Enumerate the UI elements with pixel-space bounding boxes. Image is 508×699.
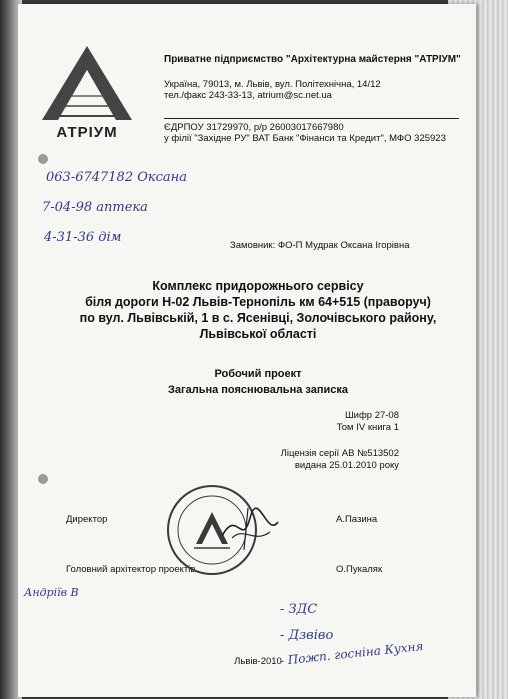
license-date: видана 25.01.2010 року <box>294 460 399 471</box>
document-page <box>18 4 476 697</box>
code-line: Шифр 27-08 <box>344 410 399 421</box>
company-stamp <box>152 478 282 582</box>
handwritten-note: 4-31-36 дім <box>44 230 122 245</box>
firm-address: Україна, 79013, м. Львів, вул. Політехнічна, 14/12 <box>164 79 381 90</box>
chief-architect-label: Головний архітектор проектів <box>66 564 196 575</box>
chief-architect-name: О.Пукаляк <box>336 564 383 575</box>
handwritten-note: 063-6747182 Оксана <box>46 170 188 185</box>
document-subtitle <box>58 366 458 398</box>
firm-phone: тел./факс 243-33-13, atrium@sc.net.ua <box>164 90 332 101</box>
subtitle-line: Загальна пояснювальна записка <box>168 384 348 396</box>
stamp-seal <box>152 478 282 582</box>
license-number: Ліцензія серії АВ №513502 <box>280 448 399 459</box>
project-title-line: Львівської області <box>199 327 317 341</box>
header-rule <box>164 118 459 119</box>
project-code <box>337 410 399 434</box>
logo-wordmark: АТРІУМ <box>56 124 118 141</box>
handwritten-note: 7-04-98 аптека <box>42 200 148 215</box>
firm-registration <box>164 122 446 144</box>
project-title-line: Комплекс придорожнього сервісу <box>152 279 364 293</box>
firm-header <box>164 54 461 101</box>
firm-bank: у філії "Західне РУ" ВАТ Банк "Фінанси та Кредит", МФО 325923 <box>164 133 446 144</box>
city-year: Львів-2010 <box>234 656 282 667</box>
customer-line: Замовник: ФО-П Мудрак Оксана Ігорівна <box>230 240 410 251</box>
subtitle-line: Робочий проект <box>214 368 302 380</box>
project-title-line: біля дороги Н-02 Львів-Тернопіль км 64+515 (праворуч) <box>85 295 431 309</box>
margin-note: Андріїв В <box>24 586 79 599</box>
volume-line: Том IV книга 1 <box>336 422 399 433</box>
atrium-logo-mark <box>38 44 136 122</box>
punch-hole <box>38 474 48 484</box>
license-info <box>281 448 399 472</box>
margin-note: - ЗДС <box>280 602 318 617</box>
director-label: Директор <box>66 514 108 525</box>
project-title-line: по вул. Львівській, 1 в с. Ясенівці, Золочівського району, <box>79 311 437 325</box>
director-name: А.Пазина <box>336 514 378 525</box>
punch-hole <box>38 154 48 164</box>
margin-note: - Пожп. госніна Кухня <box>279 638 424 668</box>
project-title <box>58 278 458 342</box>
margin-note: - Дзвіво <box>280 628 334 643</box>
firm-name: Приватне підприємство "Архітектурна майстерня "АТРІУМ" <box>164 54 461 65</box>
atrium-logo <box>38 44 136 141</box>
firm-edrpou: ЄДРПОУ 31729970, р/р 26003017667980 <box>164 122 344 133</box>
